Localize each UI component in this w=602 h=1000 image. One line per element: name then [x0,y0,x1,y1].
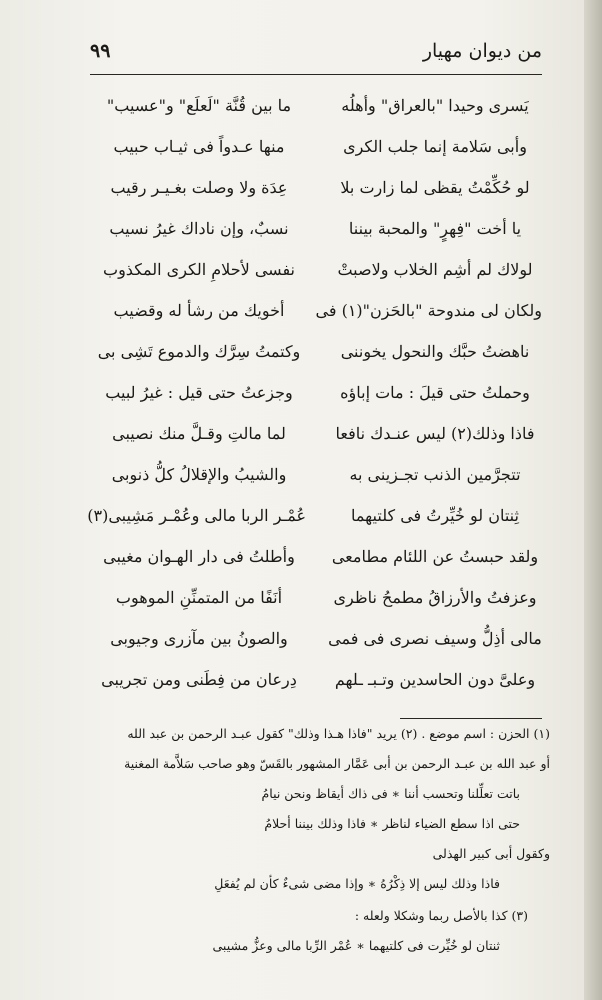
footnotes [50,726,550,970]
first-hemistich: فاذا وذلك(٢) ليس عنـدك نافعا [335,424,535,443]
page-header [90,38,542,68]
first-hemistich: وعزفتُ والأرزاقُ مطمحُ ناظرى [333,588,537,607]
first-hemistich: وعلىَّ دون الحاسدين وتـبـ ـلهم [334,670,536,689]
verse [92,215,542,256]
quoted-verse: باتت تعلِّلنا وتحسب أننا ∗ فى ذاك أيقاظ ونحن نيامُ [261,786,520,801]
verse [92,420,542,461]
first-hemistich: وأبى سَلامة إنما جلب الكرى [343,137,527,156]
second-hemistich: نفسى لأحلامِ الكرى المكذوب [103,260,295,279]
footnote-line: (١) الحزن : اسم موضع . (٢) يريد "فاذا هـذا وذلك" كقول عبـد الرحمن بن عبد الله [127,726,550,741]
footnote-line: أو عبد الله بن عبـد الرحمن بن أبى عَمَّار المشهور بالقَسّ وهو صاحب سَلاَّمة المغنية [124,756,550,771]
verse [92,92,542,133]
quoted-verse: فاذا وذلك ليس إلا ذِكْرُهُ ∗ وإذا مضى شىءٌ كأن لم يُفعَلِ [214,876,500,891]
verse [92,256,542,297]
second-hemistich: وأطلتُ فى دار الهـوان مغيبى [103,547,295,566]
verse [92,461,542,502]
first-hemistich: مالى أذِلُّ وسيف نصرى فى فمى [328,629,542,648]
poem [87,92,542,707]
first-hemistich: ولكان لى مندوحة "بالحَزن"(١) فى [315,301,542,320]
first-hemistich: ثِنتان لو خُيِّرتُ فى كلتيهما [351,506,519,525]
verse [92,625,542,666]
first-hemistich: تتجرَّمين الذنب تجـزينى به [349,465,521,484]
second-hemistich: والشيبُ والإقلالُ كلُّ ذنوبى [111,465,287,484]
footnote-line: (٣) كذا بالأصل ربما وشكلا ولعله : [354,908,528,923]
verse [87,502,542,543]
verse [92,584,542,625]
second-hemistich: أخويك من رشأ له وقضيب [113,301,285,320]
verse [92,543,542,584]
second-hemistich: وكتمتُ سِرَّك والدموع تَشِى بى [97,342,301,361]
second-hemistich: أنَفًا من المتمنِّنِ الموهوب [115,588,283,607]
second-hemistich: والصونُ بين مآزرى وجيوبى [110,629,288,648]
first-hemistich: ولقد حبستُ عن اللئام مطامعى [331,547,539,566]
running-title: من ديوان مهيار [422,40,542,62]
verse [92,174,542,215]
page-edge [584,0,602,1000]
verse [92,666,542,707]
first-hemistich: لولاك لم أشِم الخلاب ولاصبتْ [337,260,533,279]
first-hemistich: ناهضتُ حبَّك والنحول يخوننى [340,342,530,361]
second-hemistich: عُمْـر الربا مالى وعُمْـر مَشِيبى(٣) [87,506,306,525]
verse [92,338,542,379]
second-hemistich: منها عـدواً فى ثيـاب حبيب [113,137,285,156]
verse [92,297,542,338]
footnote-line: وكقول أبى كبير الهذلى [432,846,550,861]
second-hemistich: عِدَة ولا وصلت بغـيـر رقيب [110,178,288,197]
quoted-verse: حتى اذا سطع الضياء لناظر ∗ فاذا وذلك بيننا أحلامُ [264,816,520,831]
quoted-verse: ثنتان لو خُيِّرت فى كلتيهما ∗ عُمْر الرِّبا مالى وعزُّ مشيبى [212,938,500,953]
second-hemistich: وجزعتُ حتى قيل : غيرُ لبيب [105,383,293,402]
second-hemistich: لما مالتِ وقـلَّ منك نصيبى [112,424,286,443]
second-hemistich: نسبٌ، وإن ناداك غيرُ نسيب [109,219,289,238]
first-hemistich: وحملتُ حتى قيلَ : مات إباؤه [340,383,530,402]
first-hemistich: لو حُكِّمْتُ يقظى لما زارت بلا [340,178,530,197]
page-number: ٩٩ [90,40,111,62]
second-hemistich: دِرعان من فِطَنى ومن تجريبى [101,670,297,689]
first-hemistich: يَسرى وحيدا "بالعراق" وأهلُه [341,96,529,115]
first-hemistich: يا أخت "فِهرٍ" والمحبة بيننا [348,219,522,238]
second-hemistich: ما بين قُنَّة "لَعلَع" و"عسيب" [106,96,292,115]
verse [92,379,542,420]
header-rule [90,74,542,75]
verse [92,133,542,174]
footnote-rule [400,718,542,719]
